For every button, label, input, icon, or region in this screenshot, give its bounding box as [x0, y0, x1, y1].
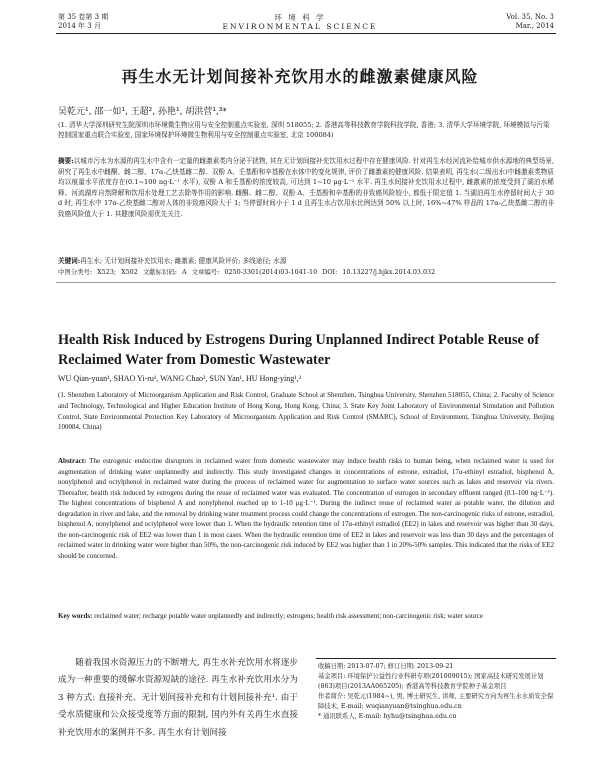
chinese-keywords: [58, 256, 554, 266]
footnote-received: 收稿日期: 2013-07-07; 修订日期: 2013-09-21: [318, 663, 454, 670]
chinese-abstract: [58, 156, 554, 220]
footnote-corresponding: * 通讯联系人, E-mail: hyhu@tsinghua.edu.cn: [318, 713, 457, 720]
journal-name-cn: 环 境 科 学: [274, 13, 326, 22]
header-divider: [56, 33, 556, 34]
footnote-funding: 基金项目: 环境保护公益性行业科研专项(201009015); 国家高技术研究发展计划(863)项目(2013AA065205); 香港高等科技教育学院种子基金项目: [318, 673, 544, 690]
journal-name-en: ENVIRONMENTAL SCIENCE: [222, 22, 378, 31]
chinese-authors: 吴乾元¹, 邵一如¹, 王超², 孙艳¹, 胡洪营¹,³*: [58, 107, 227, 117]
chinese-keywords-label: 关键词:: [58, 257, 81, 265]
chinese-affiliation: (1. 清华大学深圳研究生院深圳市环境微生物应用与安全控制重点实验室, 深圳 518055; 2. 香港高等科技教育学院科技学院, 香港; 3. 清华大学环境学院, 环境模拟与污染控制国家重点联合实验室, 国家环境保护环境微生物利用与安全控制重点实验室, 北京 100084): [58, 121, 550, 139]
footnotes: [318, 662, 556, 722]
body-paragraph: 随着我国水资源压力的不断增大, 再生水补充饮用水将逐步成为一种重要的缓解水资源短缺的途径. 再生水补充饮用水分为 3 种方式: 直接补充、无计划间接补充和有计划间接补充¹. 由于受水质健康和公众接受度等方面的限制, 国内外有关再生水直接补充饮用水的案例并不多. 再生水有计划间接: [58, 658, 298, 738]
chinese-keywords-text: 再生水; 无计划间接补充饮用水; 雌激素; 健康风险评价; 多线途径; 水源: [80, 257, 287, 265]
english-title: Health Risk Induced by Estrogens During Unplanned Indirect Potable Reuse of Reclaimed Water from Domestic Wastewater: [58, 332, 540, 368]
english-keywords: [58, 611, 554, 621]
footnote-divider: [316, 658, 556, 659]
chinese-abstract-text: 以城市污水为水源的再生水中含有一定量的雌激素类内分泌干扰物, 其在无计划间接补充饮用水过程中存在健康风险. 针对再生水经河流补给城市供水源地的典型场景, 研究了再生水中雌酮、雌二醇、17α-乙炔基雌二醇、双酚 A、壬基酚和辛基酚在水体中的变化规律, 评价了雌激素的健康风险. 结果表明, 再生水(二级出水)中雌激素类物质均以痕量水平浓度存在(0.1~100 ng·L⁻¹ 水平), 双酚 A 和壬基酚的浓度较高, 可达到 1~10 μg·L⁻¹ 水平. 再生水间接补充饮用水过程中, 雌激素的浓度受到了湖泊水稀释、河流湖库自然降解和饮用水处理工艺去除等作用的影响. 雌酮、雌二醇、双酚 A、壬基酚和辛基酚的非致癌风险较小, 都低于限定值 1. 当湖泊再生水停留时间大于 30 d 时, 再生水中 17α-乙炔基雌二醇对人体的非致癌风险大于 1; 当停留时间小于 1 d 且再生水占饮用水比例达到 50% 以上时, 16%~47% 样品的 17α-乙炔基雌二醇的非致癌风险值大于 1. 其健康风险需优先关注.: [58, 157, 554, 218]
classification-line: 中图分类号: X523; X502 文献标识码: A 文章编号: 0250-3301(2014)03-1041-10 DOI: 10.13227/j.hjkx.2014.03.032: [58, 268, 436, 276]
issue-date: Mar., 2014: [515, 22, 554, 30]
english-abstract-text: The estrogenic endocrine disruptors in reclaimed water from domestic wastewater may induce health risks to human being, when reclaimed water is used for augmentation of drinking water unplannedly and indirectly. This study investigated changes in concentrations of estrone, estradiol, 17α-ethinyl estradiol, bisphenol A, nonylphenol and octylphenol in reclaimed water during the process of reclaimed water for augmentation to surface water sources such as lakes and reservoir via rivers. Thereafter, health risk induced by estrogens during the reuse of reclaimed water was evaluated. The concentration of estrogen in secondary effluent ranged (0.1-100 ng·L⁻¹). The highest concentrations of bisphenol A and nonylphenol reached up to 1-10 μg·L⁻¹. During the indirect reuse of reclaimed water as potable water, the dilution and degradation in river and lake, and the removal by drinking water treatment process could change the concentrations of estrogen. The non-carcinogenic risks of estrone, estradiol, bisphenol A, nonylphenol and octylphenol were lower than 1. When the hydraulic retention time of 17α-ethinyl estradiol (EE2) in lakes and reservoir was higher than 30 days, the non-carcinogenic risk of EE2 was lower than 1 in most cases. When the hydraulic retention time of EE2 in lakes and reservoir was less than 30 days and the percentages of reclaimed water in drinking water were higher than 50%, the non-carcinogenic risk induced by EE2 was higher than 1 in 20%-50% samples. This indicated that the risks of EE2 should be concerned.: [58, 457, 554, 560]
volume-number: Vol. 35, No. 3: [506, 13, 554, 21]
english-keywords-label: Key words:: [58, 612, 93, 620]
section-divider: [56, 282, 556, 283]
english-keywords-text: reclaimed water; recharge potable water unplannedly and indirectly; estrogens; health risk assessment; non-carcinogenic risk; water source: [94, 612, 483, 620]
journal-issue: 第 35 卷第 3 期 2014 年 3 月: [58, 13, 109, 30]
footnote-author-bio: 作者简介: 吴乾元(1984~), 男, 博士研究生, 讲师, 主要研究方向为再生水水质安全保障技术, E-mail: wuqianyuan@tsinghua.edu.cn: [318, 693, 554, 710]
chinese-abstract-label: 摘要:: [58, 157, 74, 165]
english-authors: WU Qian-yuan¹, SHAO Yi-ru¹, WANG Chao², SUN Yan¹, HU Hong-ying¹,³: [58, 374, 302, 383]
chinese-title: 再生水无计划间接补充饮用水的雌激素健康风险: [121, 67, 479, 86]
journal-volume: [506, 13, 554, 31]
english-affiliation: (1. Shenzhen Laboratory of Microorganism Application and Risk Control, Graduate School at Shenzhen, Tsinghua University, Shenzhen 518055, China; 2. Faculty of Science and Technology, Technological and Higher Education Institute of Hong Kong, Hong Kong, China; 3. State Key Joint Laboratory of Environmental Simulation and Pollution Control, State Environmental Protection Key Laboratory of Microorganism Application and Risk Control (SMARC), School of Environment, Tsinghua University, Beijing 100084, China): [58, 391, 554, 432]
english-abstract-label: Abstract:: [58, 457, 87, 465]
english-abstract: [58, 456, 554, 561]
